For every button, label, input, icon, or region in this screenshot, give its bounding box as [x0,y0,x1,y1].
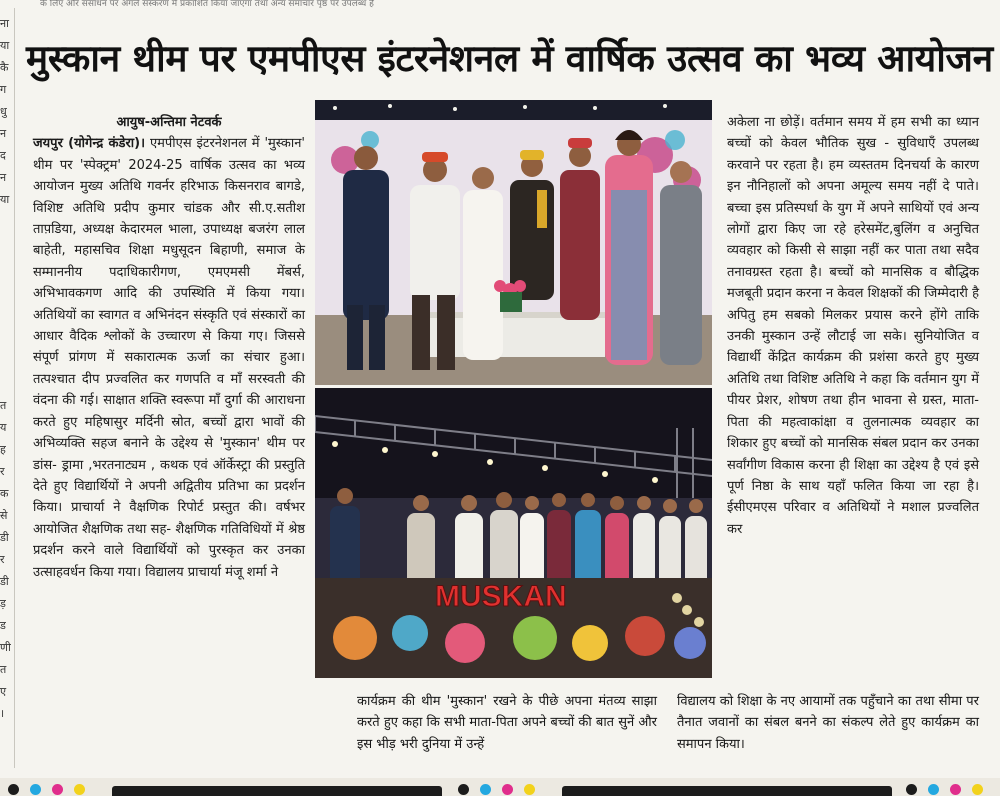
left-fragment-char: र [0,553,5,566]
left-fragment-char: ड़ [0,597,6,610]
registration-dot-cyan [30,784,41,795]
photo-award-presentation [315,100,712,385]
registration-dot-magenta [502,784,513,795]
left-fragment-char: । [0,707,5,720]
registration-dot-black [906,784,917,795]
byline: आयुष-अन्तिमा नेटवर्क [116,115,222,130]
registration-dot-yellow [972,784,983,795]
left-fragment-char: न [0,171,7,184]
top-strip-text: के लिए और संसाधन पर अगले संस्करण में प्रकाशित किया जाएगा तथा अन्य समाचार पृष्ठ पर उपलब्ध हैं [40,0,374,8]
registration-strip [0,778,1000,796]
left-fragment-char: य [0,421,7,434]
left-fragment-char: द [0,149,6,162]
left-fragment-char: क [0,487,9,500]
left-fragment-char: ना [0,17,9,30]
left-fragment-char: णी [0,641,11,654]
left-fragment-char: से [0,509,8,522]
left-fragment-char: ए [0,685,7,698]
left-fragment-char: या [0,39,10,52]
article-column-2 [357,691,657,755]
left-fragment-char: ह [0,443,6,456]
article-column-1 [33,112,305,583]
registration-dot-black [8,784,19,795]
article-column-4 [727,112,979,540]
left-fragment-char: या [0,193,10,206]
left-column-fragment [0,8,15,768]
left-fragment-char: डी [0,531,9,544]
left-fragment-char: ग [0,83,7,96]
registration-dot-cyan [480,784,491,795]
left-fragment-char: त [0,399,7,412]
article-column-3 [677,691,979,755]
registration-dot-yellow [524,784,535,795]
muskan-banner-text: MUSKAN [435,580,567,613]
left-fragment-char: त [0,663,7,676]
left-fragment-char: धु [0,105,7,118]
dateline: जयपुर (योगेन्द्र कंडेरा)। [33,136,146,152]
registration-dot-cyan [928,784,939,795]
column-2-body: कार्यक्रम की थीम 'मुस्कान' रखने के पीछे अपना मंतव्य साझा करते हुए कहा कि सभी माता-पिता अपने बच्चों की बात सुनें और इस भीड़ भरी दुनिया में उन्हें [357,694,657,752]
registration-dot-yellow [74,784,85,795]
registration-dot-magenta [52,784,63,795]
registration-dot-magenta [950,784,961,795]
left-fragment-char: डी [0,575,9,588]
left-fragment-char: न [0,127,7,140]
registration-bar [112,786,442,796]
column-4-body: अकेला ना छोड़ें। वर्तमान समय में हम सभी का ध्यान बच्चों को केवल भौतिक सुख - सुविधाएँ उपलब्ध करवाने पर रहता है। हम व्यस्ततम दिनचर्या के कारण इन नौनिहालों को अपना अमूल्य समय नहीं दे पाते। बच्चा इस प्रतिस्पर्धा के युग में अपने साथियों एवं अन्य लोगों द्वारा किए जा रहे हरेसमेंट,बुलिंग व अनुचित व्यवहार को किसी से साझा नहीं कर पाता तथा सदैव तनावग्रस्त रहता है। बच्चों को मानसिक व बौद्धिक मजबूती प्रदान करना न केवल शिक्षकों की जिम्मेदारी है अपितु हम सबको मिलकर प्रयास करने होंगे ताकि उनकी मुस्कान उन्हें लौटाई जा सके। सुनियोजित व विद्यार्थी केंद्रित कार्यक्रम की प्रशंसा करते हुए मुख्य अतिथि तथा विशिष्ट अतिथि ने कहा कि वर्तमान युग में पीयर प्रेशर, शोषण तथा हीन भावना से ग्रस्त, माता-पिता की महत्वाकांक्षा व तुलनात्मक व्यवहार का शिकार हुए बच्चों को मानसिक संबल प्रदान कर उनका सर्वांगीण विकास करना ही शिक्षा का उद्देश्य है एवं इसे पूर्ण निष्ठा के साथ यहाँ फलित किया जा रहा है। ईसीएमएस परिवार व अतिथियों ने मशाल प्रज्वलित कर [727,115,979,537]
registration-bar [562,786,892,796]
headline: मुस्कान थीम पर एमपीएस इंटरनेशनल में वार्षिक उत्सव का भव्य आयोजन [26,37,993,80]
photo-stage-group [315,388,712,678]
column-3-body: विद्यालय को शिक्षा के नए आयामों तक पहुँचाने का तथा सीमा पर तैनात जवानों का संबल बनने का संकल्प लेते हुए कार्यक्रम का समापन किया। [677,694,979,752]
column-1-body: एमपीएस इंटरनेशनल में 'मुस्कान' थीम पर 'स्पेक्ट्रम' 2024-25 वार्षिक उत्सव का भव्य आयोजन मुख्य अतिथि गवर्नर हरिभाऊ किसनराव बागडे, विशिष्ट अतिथि प्रदीप कुमार चांडक और सी.ए.सतीश ताप़डिया, अध्यक्ष केदारमल भाला, उपाध्यक्ष बजरंग लाल बाहेती, महासचिव शिक्षा मधुसूदन बिहाणी, समाज के सम्माननीय पदाधिकारीगण, एमएमसी मेंबर्स, अभिभावकगण आदि की उपस्थिति में किया गया। अतिथियों का स्वागत व अभिनंदन संस्कृति एवं संस्कारों का आधार वैदिक श्लोकों के उच्चारण से किया गए। जिससे संपूर्ण प्रांगण में सकारात्मक ऊर्जा का संचार हुआ। तत्पश्चात दीप प्रज्वलित कर गणपति व माँ सरस्वती की वंदना की गई। साक्षात शक्ति स्वरूपा माँ दुर्गा की आराधना करते हुए महिषासुर मर्दिनी स्रोत, बच्चों द्वारा भावों की अभिव्यक्ति सहज बनाने के उद्देश्य से 'मुस्कान' थीम पर डांस- ड्रामा ,भरतनाट्यम , कथक एवं ऑर्केस्ट्रा की प्रस्तुति देते हुए विद्यार्थियों ने अपनी अद्वितीय प्रतिभा का प्रदर्शन किया। प्राचार्या ने वैक्षणिक रिपोर्ट प्रस्तुत की। वर्षभर आयोजित शैक्षणिक तथा सह- शैक्षणिक गतिविधियों में श्रेष्ठ प्रदर्शन करने वाले विद्यार्थियों को पुरस्कृत कर उनका उत्साहवर्धन किया गया। विद्यालय प्राचार्या मंजू शर्मा ने [33,136,305,580]
left-fragment-char: कै [0,61,9,74]
left-fragment-char: ड [0,619,6,632]
left-fragment-char: र [0,465,5,478]
registration-dot-black [458,784,469,795]
